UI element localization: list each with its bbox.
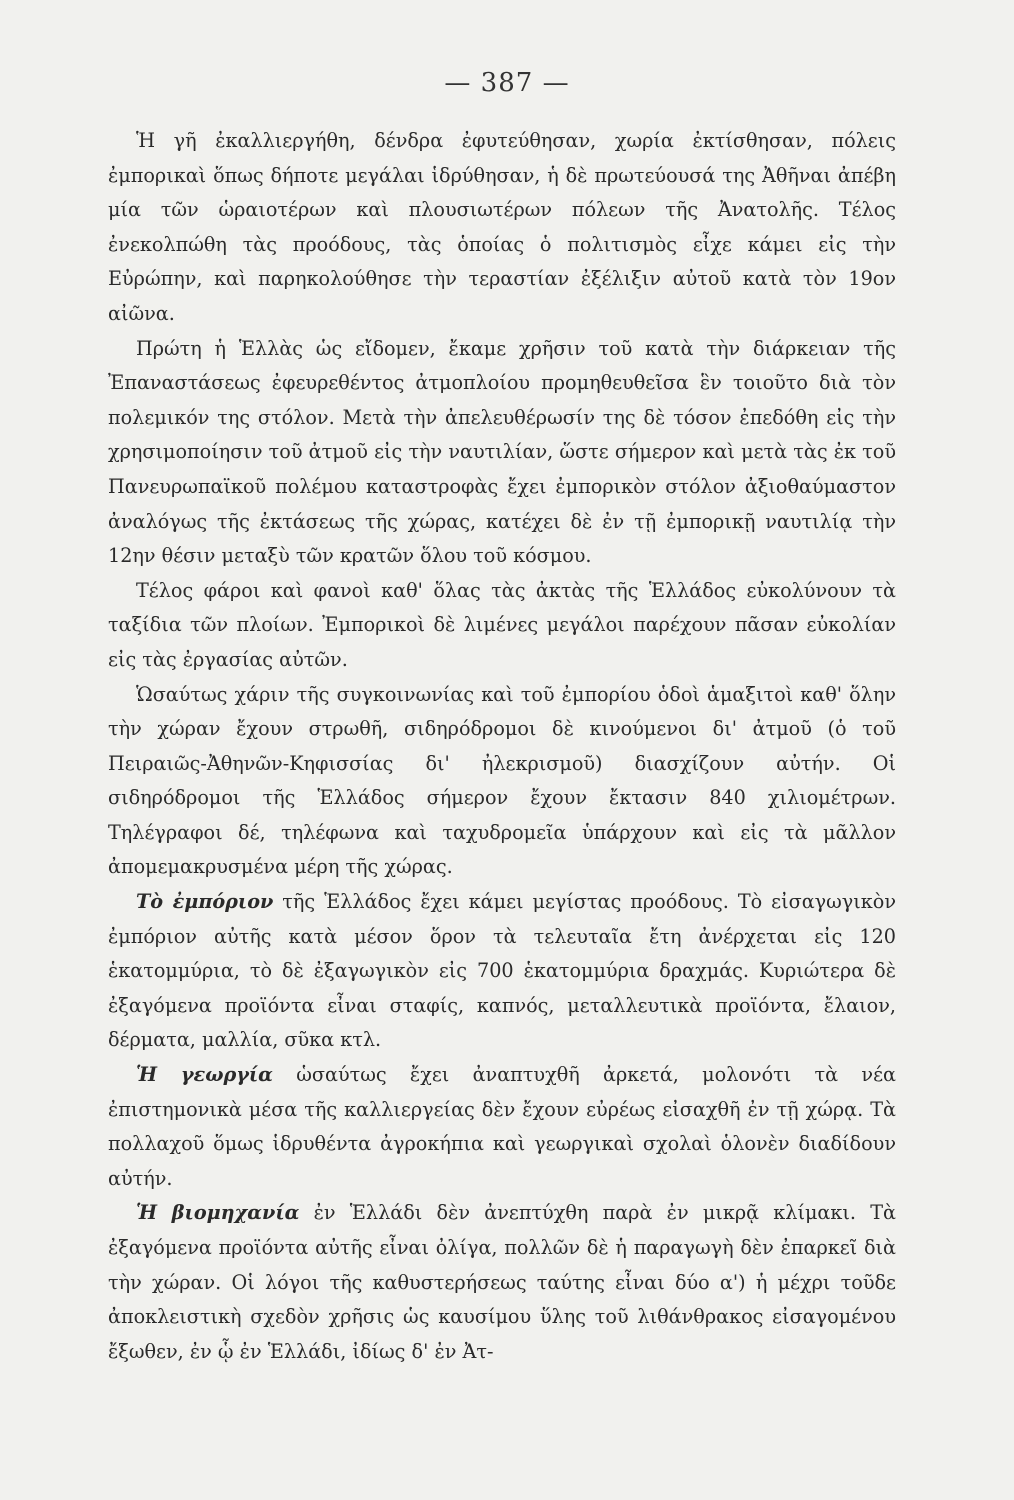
paragraph-lead-heading: Ἡ βιομηχανία (136, 1201, 300, 1225)
page-text-body (108, 124, 896, 1369)
paragraph-4 (108, 678, 896, 886)
paragraph-text: Ἡ γῆ ἐκαλλιεργήθη, δένδρα ἐφυτεύθησαν, χωρία ἐκτίσθησαν, πόλεις ἐμπορικαὶ ὅπως δήποτε μεγάλαι ἱδρύθησαν, ἡ δὲ πρωτεύουσά της Ἀθῆναι ἀπέβη μία τῶν ὡραιοτέρων καὶ πλουσιωτέρων πόλεων τῆς Ἀνατολῆς. Τέλος ἐνεκολπώθη τὰς προόδους, τὰς ὁποίας ὁ πολιτισμὸς εἶχε κάμει εἰς τὴν Εὐρώπην, καὶ παρηκολούθησε τὴν τεραστίαν ἐξέλιξιν αὐτοῦ κατὰ τὸν 19ον αἰῶνα. (108, 129, 896, 325)
page-number: — 387 — (444, 68, 570, 98)
paragraph-lead-heading: Ἡ γεωργία (136, 1063, 273, 1087)
paragraph-text: Πρώτη ἡ Ἑλλὰς ὡς εἴδομεν, ἔκαμε χρῆσιν τοῦ κατὰ τὴν διάρκειαν τῆς Ἐπαναστάσεως ἐφευρεθέντος ἀτμοπλοίου προμηθευθεῖσα ἓν τοιοῦτο διὰ τὸν πολεμικόν της στόλον. Μετὰ τὴν ἀπελευθέρωσίν της δὲ τόσον ἐπεδόθη εἰς τὴν χρησιμοποίησιν τοῦ ἀτμοῦ εἰς τὴν ναυτιλίαν, ὥστε σήμερον καὶ μετὰ τὰς ἐκ τοῦ Πανευρωπαϊκοῦ πολέμου καταστροφὰς ἔχει ἐμπορικὸν στόλον ἀξιοθαύμαστον ἀναλόγως τῆς ἐκτάσεως τῆς χώρας, κατέχει δὲ ἐν τῇ ἐμπορικῇ ναυτιλίᾳ τὴν 12ην θέσιν μεταξὺ τῶν κρατῶν ὅλου τοῦ κόσμου. (108, 336, 896, 568)
paragraph-text: ἐν Ἑλλάδι δὲν ἀνεπτύχθη παρὰ ἐν μικρᾷ κλίμακι. Τὰ ἐξαγόμενα προϊόντα αὐτῆς εἶναι ὀλίγα, πολλῶν δὲ ἡ παραγωγὴ δὲν ἐπαρκεῖ διὰ τὴν χώραν. Οἱ λόγοι τῆς καθυστερήσεως ταύτης εἶναι δύο α') ἡ μέχρι τοῦδε ἀποκλειστικὴ σχεδὸν χρῆσις ὡς καυσίμου ὕλης τοῦ λιθάνθρακος εἰσαγομένου ἔξωθεν, ἐν ᾧ ἐν Ἑλλάδι, ἰδίως δ' ἐν Ἀτ- (108, 1201, 896, 1363)
paragraph-text: ὡσαύτως ἔχει ἀναπτυχθῆ ἀρκετά, μολονότι τὰ νέα ἐπιστημονικὰ μέσα τῆς καλλιεργείας δὲν ἔχουν εὐρέως εἰσαχθῆ ἐν τῇ χώρᾳ. Τὰ πολλαχοῦ ὅμως ἱδρυθέντα ἀγροκήπια καὶ γεωργικαὶ σχολαὶ ὁλονὲν διαδίδουν αὐτήν. (108, 1063, 896, 1190)
paragraph-3 (108, 574, 896, 678)
paragraph-text: Ὡσαύτως χάριν τῆς συγκοινωνίας καὶ τοῦ ἐμπορίου ὁδοὶ ἁμαξιτοὶ καθ' ὅλην τὴν χώραν ἔχουν στρωθῆ, σιδηρόδρομοι δὲ κινούμενοι δι' ἀτμοῦ (ὁ τοῦ Πειραιῶς-Ἀθηνῶν-Κηφισσίας δι' ἠλεκρισμοῦ) διασχίζουν αὐτήν. Οἱ σιδηρόδρομοι τῆς Ἑλλάδος σήμερον ἔχουν ἔκτασιν 840 χιλιομέτρων. Τηλέγραφοι δέ, τηλέφωνα καὶ ταχυδρομεῖα ὑπάρχουν καὶ εἰς τὰ μᾶλλον ἀπομεμακρυσμένα μέρη τῆς χώρας. (108, 682, 896, 879)
paragraph-1 (108, 124, 896, 332)
paragraph-2 (108, 332, 896, 574)
paragraph-text: τῆς Ἑλλάδος ἔχει κάμει μεγίστας προόδους. Τὸ εἰσαγωγικὸν ἐμπόριον αὐτῆς κατὰ μέσον ὅρον τὰ τελευταῖα ἔτη ἀνέρχεται εἰς 120 ἑκατομμύρια, τὸ δὲ ἐξαγωγικὸν εἰς 700 ἑκατομμύρια δραχμάς. Κυριώτερα δὲ ἐξαγόμενα προϊόντα εἶναι σταφίς, καπνός, μεταλλευτικὰ προϊόντα, ἔλαιον, δέρματα, μαλλία, σῦκα κτλ. (108, 890, 896, 1052)
paragraph-lead-heading: Τὸ ἐμπόριον (136, 890, 274, 914)
paragraph-6 (108, 1058, 896, 1196)
paragraph-text: Τέλος φάροι καὶ φανοὶ καθ' ὅλας τὰς ἀκτὰς τῆς Ἑλλάδος εὐκολύνουν τὰ ταξίδια τῶν πλοίων. Ἐμπορικοὶ δὲ λιμένες μεγάλοι παρέχουν πᾶσαν εὐκολίαν εἰς τὰς ἐργασίας αὐτῶν. (108, 578, 896, 671)
paragraph-5 (108, 885, 896, 1058)
paragraph-7 (108, 1196, 896, 1369)
